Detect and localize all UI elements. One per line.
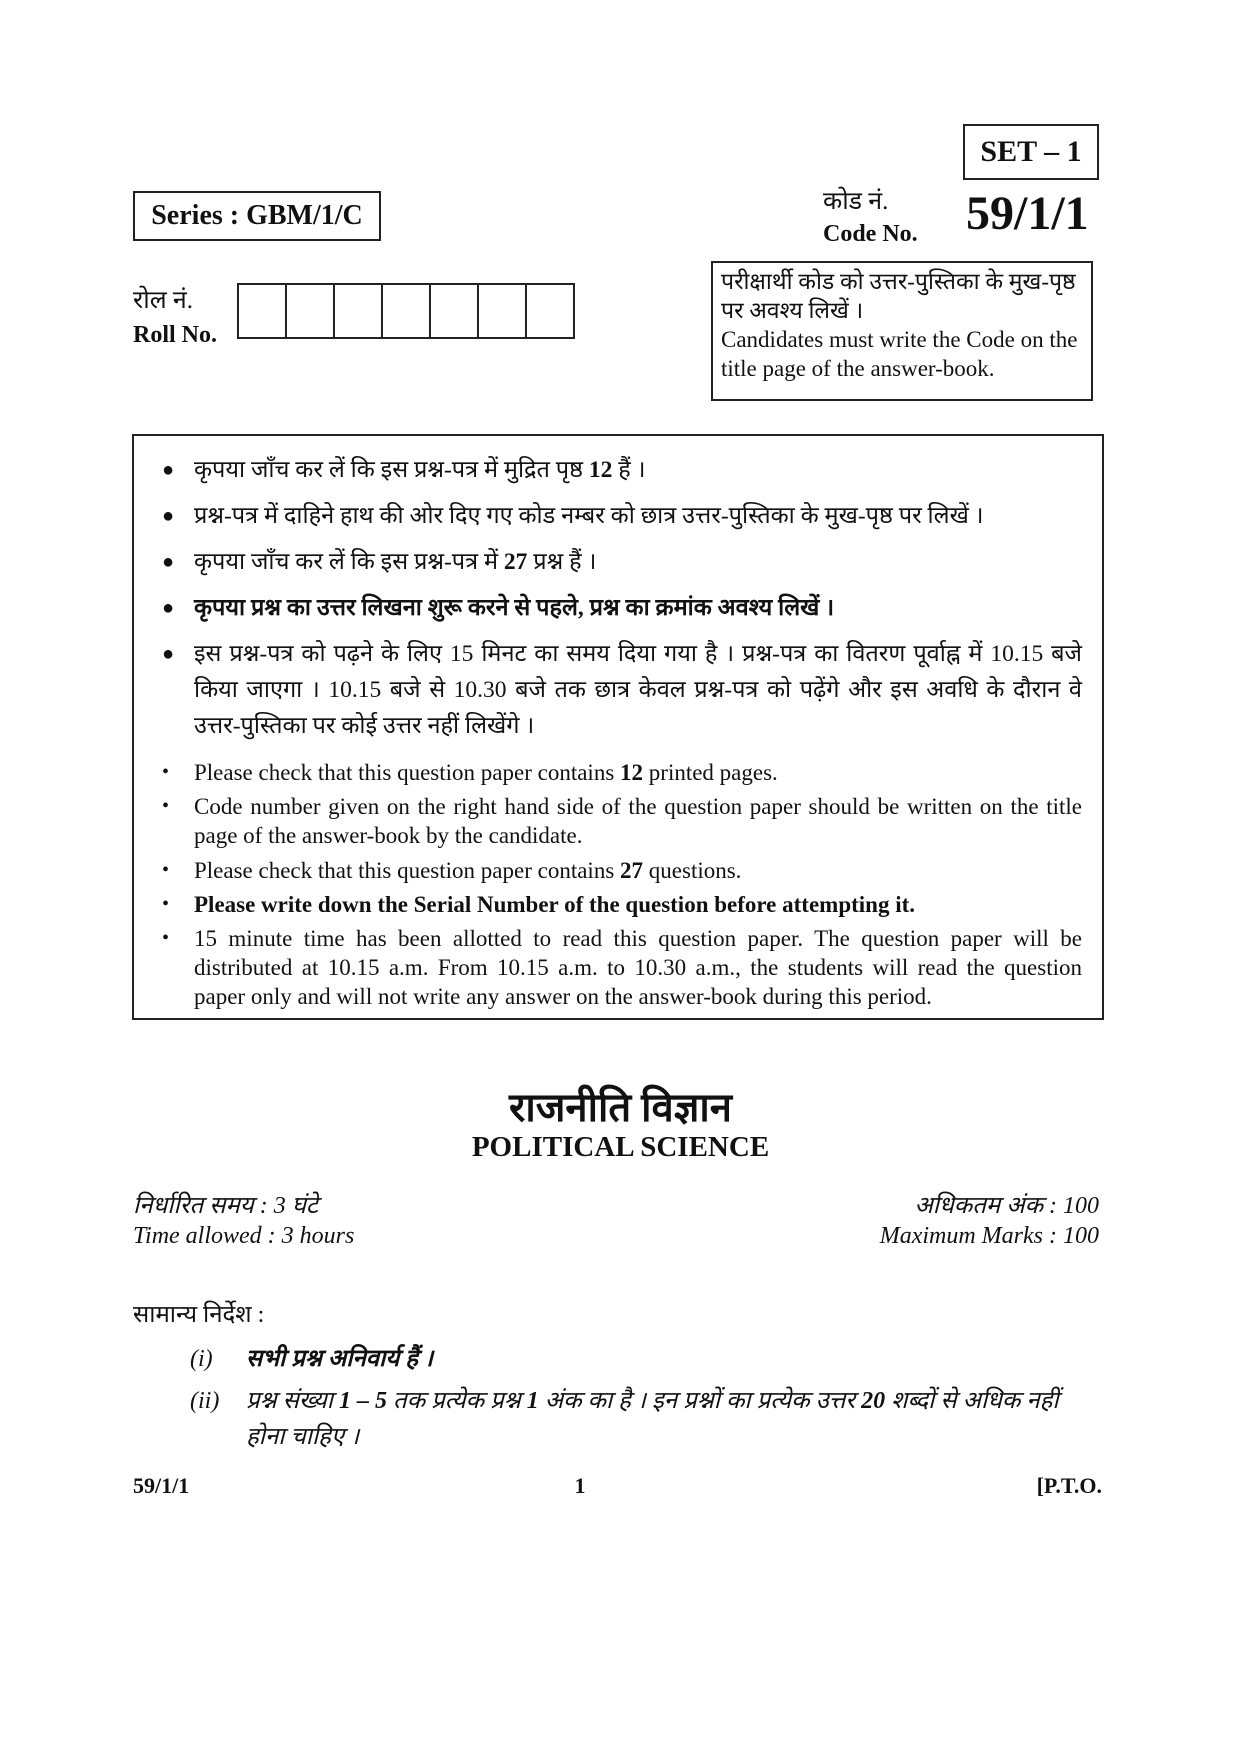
- instruction-hi-1: ● कृपया जाँच कर लें कि इस प्रश्न-पत्र में मुद्रित पृष्ठ 12 हैं ।: [194, 452, 1082, 488]
- bullet: ●: [162, 551, 175, 573]
- set-label: SET – 1: [963, 124, 1099, 180]
- code-instruction-hindi: परीक्षार्थी कोड को उत्तर-पुस्तिका के मुख-पृष्ठ पर अवश्य लिखें ।: [721, 269, 1076, 323]
- roll-number-cell[interactable]: [239, 283, 287, 339]
- roll-number-cell[interactable]: [479, 283, 527, 339]
- roll-number-cell[interactable]: [527, 283, 575, 339]
- please-turn-over: [P.T.O.: [1036, 1473, 1102, 1498]
- max-marks-hindi: अधिकतम अंक : 100: [914, 1193, 1099, 1219]
- bullet: ●: [162, 505, 175, 527]
- code-number: 59/1/1: [966, 187, 1089, 240]
- bullet: ●: [162, 459, 175, 481]
- item-number: (i): [190, 1346, 213, 1372]
- bullet: •: [162, 761, 170, 783]
- bullet: ●: [162, 643, 175, 665]
- footer-code: 59/1/1: [133, 1473, 190, 1498]
- instructions-box: [132, 434, 1104, 1020]
- subject-title-english: POLITICAL SCIENCE: [471, 1131, 770, 1163]
- item-number: (ii): [190, 1388, 220, 1414]
- instruction-hi-3: ● कृपया जाँच कर लें कि इस प्रश्न-पत्र में 27 प्रश्न हैं ।: [194, 544, 1082, 580]
- subject-title-hindi: राजनीति विज्ञान: [509, 1085, 732, 1130]
- instruction-hi-2: ● प्रश्न-पत्र में दाहिने हाथ की ओर दिए गए कोड नम्बर को छात्र उत्तर-पुस्तिका के मुख-पृष्ठ पर लिखें ।: [194, 498, 1082, 534]
- bullet: •: [162, 893, 170, 915]
- instruction-en-5: • 15 minute time has been allotted to read this question paper. The question paper will be distributed at 10.15 a.m. From 10.15 a.m. to 10.30 a.m., the students will read the question paper only and will not write any answer on the answer-book during this period.: [162, 926, 1082, 1009]
- roll-number-cell[interactable]: [383, 283, 431, 339]
- roll-number-boxes[interactable]: [237, 283, 575, 339]
- bullet: •: [162, 859, 170, 881]
- instruction-en-1: • Please check that this question paper contains 12 printed pages.: [162, 760, 778, 785]
- item-text: सभी प्रश्न अनिवार्य हैं ।: [246, 1346, 434, 1372]
- max-marks-english: Maximum Marks : 100: [879, 1223, 1099, 1249]
- time-allowed-hindi: निर्धारित समय : 3 घंटे: [133, 1193, 318, 1219]
- instruction-en-4: • Please write down the Serial Number of the question before attempting it.: [162, 892, 916, 917]
- item-text: प्रश्न संख्या 1 – 5 तक प्रत्येक प्रश्न 1 अंक का है । इन प्रश्नों का प्रत्येक उत्तर 20 शब्दों से अधिक नहीं होना चाहिए ।: [246, 1388, 1059, 1450]
- roll-label-hindi: रोल नं.: [133, 287, 194, 314]
- roll-number-cell[interactable]: [287, 283, 335, 339]
- time-allowed-english: Time allowed : 3 hours: [133, 1223, 355, 1249]
- code-label-english: Code No.: [823, 221, 918, 247]
- instruction-hi-4: ● कृपया प्रश्न का उत्तर लिखना शुरू करने से पहले, प्रश्न का क्रमांक अवश्य लिखें ।: [194, 590, 1082, 626]
- code-label-hindi: कोड नं.: [823, 188, 889, 215]
- code-instruction-box: [711, 261, 1093, 401]
- instruction-hi-5: ● इस प्रश्न-पत्र को पढ़ने के लिए 15 मिनट का समय दिया गया है । प्रश्न-पत्र का वितरण पूर्वाह्न में 10.15 बजे किया जाएगा । 10.15 बजे से 10.30 बजे तक छात्र केवल प्रश्न-पत्र को पढ़ेंगे और इस अवधि के दौरान वे उत्तर-पुस्तिका पर कोई उत्तर नहीं लिखेंगे ।: [194, 636, 1082, 744]
- general-instructions-heading: सामान्य निर्देश :: [133, 1302, 265, 1328]
- instruction-en-3: • Please check that this question paper contains 27 questions.: [162, 858, 742, 883]
- roll-number-cell[interactable]: [431, 283, 479, 339]
- roll-label-english: Roll No.: [133, 322, 217, 348]
- bullet: •: [162, 795, 170, 817]
- roll-number-cell[interactable]: [335, 283, 383, 339]
- instruction-en-2: • Code number given on the right hand side of the question paper should be written on the title page of the answer-book by the candidate.: [162, 794, 1082, 848]
- bullet: •: [162, 927, 170, 949]
- page-number: 1: [574, 1473, 586, 1498]
- series-label: Series : GBM/1/C: [133, 191, 381, 241]
- code-instruction-english: Candidates must write the Code on the title page of the answer-book.: [721, 327, 1078, 381]
- bullet: ●: [162, 597, 175, 619]
